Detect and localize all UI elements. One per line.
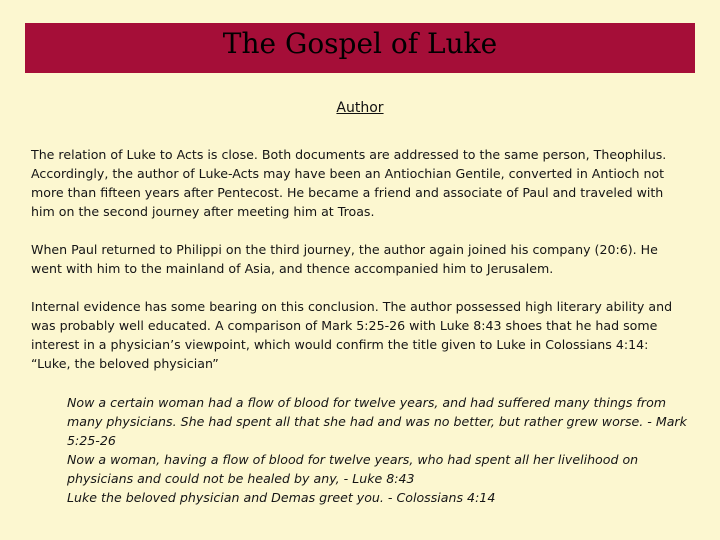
quote-luke-8-43: Now a woman, having a flow of blood for twelve years, who had spent all her livelihood on physicians and could not be healed by any, - Luke 8:43 <box>67 452 639 486</box>
title-banner <box>25 23 695 73</box>
scripture-quotes <box>67 393 697 507</box>
paragraph-internal-evidence: Internal evidence has some bearing on this conclusion. The author possessed high literary ability and was probably well educated. A comparison of Mark 5:25-26 with Luke 8:43 shoes that he had some interest in a physician’s viewpoint, which would confirm the title given to Luke in Colossians 4:14: “Luke, the beloved physician” <box>31 299 673 371</box>
paragraph-philippi-journey: When Paul returned to Philippi on the third journey, the author again joined his company (20:6). He went with him to the mainland of Asia, and thence accompanied him to Jerusalem. <box>31 242 658 276</box>
slide-title: The Gospel of Luke <box>222 27 498 60</box>
section-heading-author: Author <box>336 100 384 116</box>
paragraph-luke-acts-relation: The relation of Luke to Acts is close. Both documents are addressed to the same person, Theophilus. Accordingly, the author of Luke-Acts may have been an Antiochian Gentile, converted in Antioch not more than fifteen years after Pentecost. He became a friend and associate of Paul and traveled with him on the second journey after meeting him at Troas. <box>31 147 667 219</box>
quote-mark-5-25-26: Now a certain woman had a flow of blood for twelve years, and had suffered many things from many physicians. She had spent all that she had and was no better, but rather grew worse. - Mark 5:25-26 <box>67 395 687 448</box>
quote-colossians-4-14: Luke the beloved physician and Demas greet you. - Colossians 4:14 <box>67 490 496 505</box>
